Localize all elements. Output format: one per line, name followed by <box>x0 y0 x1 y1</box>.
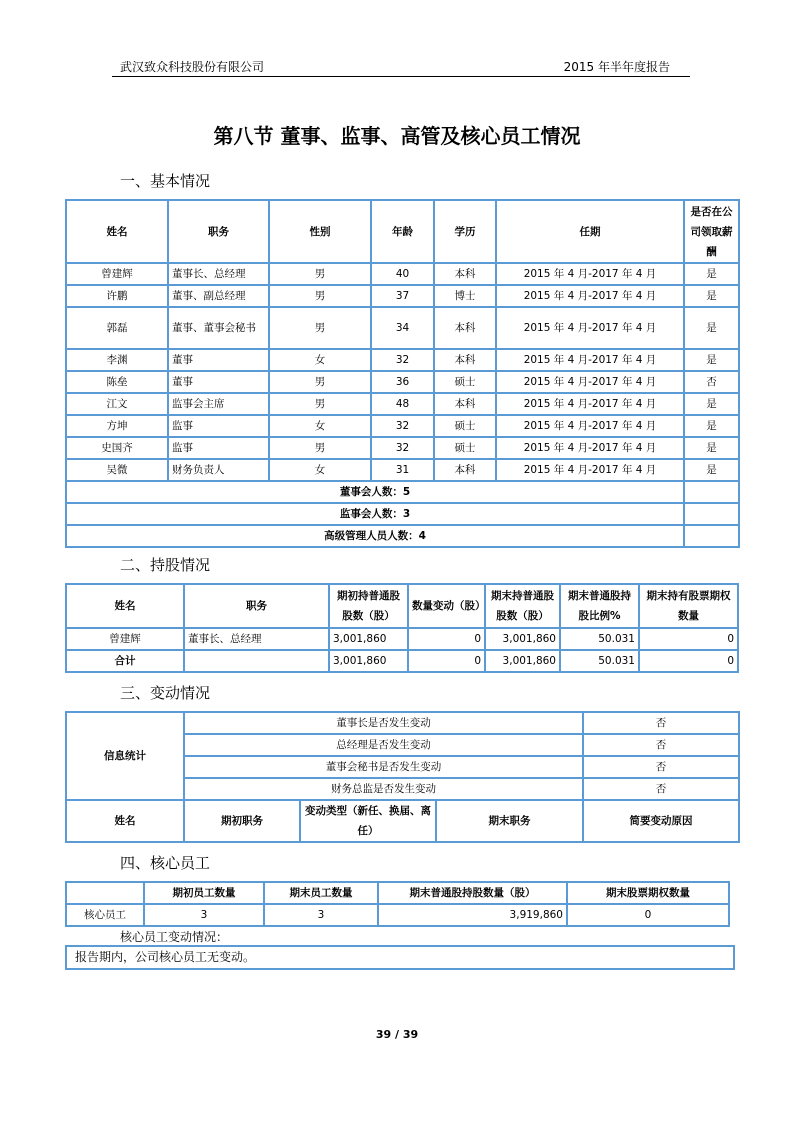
table-cell: 李渊 <box>66 349 168 371</box>
table-cell: 本科 <box>434 459 496 481</box>
header-row <box>66 882 729 904</box>
table-cell: 36 <box>371 371 434 393</box>
table-cell: 本科 <box>434 263 496 285</box>
table-cell: 硕士 <box>434 437 496 459</box>
table-cell: 37 <box>371 285 434 307</box>
table-cell: 2015 年 4 月-2017 年 4 月 <box>496 415 684 437</box>
table-cell: 否 <box>684 371 739 393</box>
table-cell: 50.031 <box>560 650 639 672</box>
summary-cell: 高级管理人员人数：4 <box>66 525 684 547</box>
column-header: 数量变动（股） <box>408 584 485 628</box>
column-header: 姓名 <box>66 800 184 842</box>
column-header <box>66 882 144 904</box>
header-report: 2015 年半年度报告 <box>563 60 670 74</box>
table-cell: 女 <box>269 349 371 371</box>
table-cell: 3,919,860 <box>378 904 567 926</box>
table-cell: 3 <box>264 904 378 926</box>
table-cell: 是 <box>684 263 739 285</box>
item-value: 否 <box>583 756 739 778</box>
table-cell: 男 <box>269 437 371 459</box>
table-cell: 男 <box>269 393 371 415</box>
heading-shareholding: 二、持股情况 <box>120 556 211 574</box>
header-row <box>66 200 739 263</box>
basic-info-table <box>65 199 740 548</box>
table-cell: 史国齐 <box>66 437 168 459</box>
table-row <box>66 349 739 371</box>
table-row <box>66 904 729 926</box>
table-cell: 31 <box>371 459 434 481</box>
table-row <box>66 628 738 650</box>
table-cell: 0 <box>408 650 485 672</box>
table-cell: 是 <box>684 393 739 415</box>
table-row <box>66 371 739 393</box>
table-cell: 董事、副总经理 <box>168 285 269 307</box>
header-company: 武汉致众科技股份有限公司 <box>120 60 265 74</box>
table-cell: 本科 <box>434 393 496 415</box>
table-cell: 郭磊 <box>66 307 168 349</box>
column-header: 职务 <box>168 200 269 263</box>
item-label: 总经理是否发生变动 <box>184 734 583 756</box>
table-cell: 0 <box>567 904 729 926</box>
table-row <box>66 285 739 307</box>
item-value: 否 <box>583 778 739 800</box>
column-header: 期末职务 <box>436 800 583 842</box>
empty-cell <box>684 525 739 547</box>
table-cell: 是 <box>684 349 739 371</box>
table-cell: 监事 <box>168 415 269 437</box>
table-cell: 34 <box>371 307 434 349</box>
table-cell: 2015 年 4 月-2017 年 4 月 <box>496 349 684 371</box>
empty-cell <box>684 503 739 525</box>
table-cell: 2015 年 4 月-2017 年 4 月 <box>496 459 684 481</box>
column-header: 学历 <box>434 200 496 263</box>
table-cell <box>184 650 329 672</box>
header-row <box>66 800 739 842</box>
table-cell: 董事、董事会秘书 <box>168 307 269 349</box>
table-cell: 50.031 <box>560 628 639 650</box>
table-cell: 陈垒 <box>66 371 168 393</box>
header-row <box>66 584 738 628</box>
table-cell: 女 <box>269 459 371 481</box>
empty-cell <box>684 481 739 503</box>
table-cell: 曾建辉 <box>66 263 168 285</box>
table-cell: 0 <box>408 628 485 650</box>
summary-row <box>66 525 739 547</box>
column-header: 姓名 <box>66 200 168 263</box>
table-cell: 48 <box>371 393 434 415</box>
item-label: 董事会秘书是否发生变动 <box>184 756 583 778</box>
table-cell: 3,001,860 <box>329 650 408 672</box>
table-cell: 董事 <box>168 371 269 393</box>
table-cell: 董事 <box>168 349 269 371</box>
item-label: 财务总监是否发生变动 <box>184 778 583 800</box>
column-header: 期末员工数量 <box>264 882 378 904</box>
table-cell: 2015 年 4 月-2017 年 4 月 <box>496 437 684 459</box>
page-number: 39 / 39 <box>375 1028 419 1041</box>
table-cell: 32 <box>371 415 434 437</box>
column-header: 期末普通股持股比例% <box>560 584 639 628</box>
core-change-text: 报告期内，公司核心员工无变动。 <box>65 945 735 970</box>
table-cell: 财务负责人 <box>168 459 269 481</box>
column-header: 职务 <box>184 584 329 628</box>
table-row <box>66 307 739 349</box>
table-cell: 3,001,860 <box>485 650 560 672</box>
table-cell: 0 <box>639 628 738 650</box>
table-cell: 核心员工 <box>66 904 144 926</box>
shareholding-table <box>65 583 739 673</box>
table-cell: 本科 <box>434 307 496 349</box>
header-rule <box>112 76 690 77</box>
column-header: 期末普通股持股数量（股） <box>378 882 567 904</box>
column-header: 年龄 <box>371 200 434 263</box>
column-header: 期初职务 <box>184 800 300 842</box>
table-cell: 3,001,860 <box>329 628 408 650</box>
table-cell: 3 <box>144 904 264 926</box>
table-cell: 40 <box>371 263 434 285</box>
table-cell: 女 <box>269 415 371 437</box>
column-header: 简要变动原因 <box>583 800 739 842</box>
table-cell: 曾建辉 <box>66 628 184 650</box>
table-cell: 2015 年 4 月-2017 年 4 月 <box>496 285 684 307</box>
table-cell: 3,001,860 <box>485 628 560 650</box>
table-row <box>66 393 739 415</box>
summary-cell: 监事会人数：3 <box>66 503 684 525</box>
column-header: 期初员工数量 <box>144 882 264 904</box>
table-cell: 32 <box>371 437 434 459</box>
table-cell: 方坤 <box>66 415 168 437</box>
core-staff-table <box>65 881 730 927</box>
table-cell: 是 <box>684 459 739 481</box>
table-cell: 吴微 <box>66 459 168 481</box>
column-header: 任期 <box>496 200 684 263</box>
table-cell: 2015 年 4 月-2017 年 4 月 <box>496 307 684 349</box>
column-header: 期末股票期权数量 <box>567 882 729 904</box>
table-row <box>66 712 739 734</box>
table-cell: 董事长、总经理 <box>184 628 329 650</box>
table-cell: 32 <box>371 349 434 371</box>
summary-cell: 董事会人数：5 <box>66 481 684 503</box>
section-title: 第八节 董事、监事、高管及核心员工情况 <box>213 124 581 148</box>
table-cell: 合计 <box>66 650 184 672</box>
table-cell: 许鹏 <box>66 285 168 307</box>
table-cell: 男 <box>269 285 371 307</box>
table-cell: 是 <box>684 307 739 349</box>
item-label: 董事长是否发生变动 <box>184 712 583 734</box>
table-cell: 是 <box>684 437 739 459</box>
item-value: 否 <box>583 734 739 756</box>
heading-core-staff: 四、核心员工 <box>120 854 211 872</box>
table-row <box>66 459 739 481</box>
table-cell: 是 <box>684 415 739 437</box>
column-header: 期初持普通股股数（股） <box>329 584 408 628</box>
core-change-label: 核心员工变动情况： <box>120 930 229 944</box>
table-cell: 硕士 <box>434 371 496 393</box>
table-cell: 2015 年 4 月-2017 年 4 月 <box>496 371 684 393</box>
table-cell: 监事会主席 <box>168 393 269 415</box>
table-cell: 是 <box>684 285 739 307</box>
heading-basic: 一、基本情况 <box>120 172 211 190</box>
table-cell: 0 <box>639 650 738 672</box>
column-header: 是否在公司领取薪酬 <box>684 200 739 263</box>
column-header: 期末持有股票期权数量 <box>639 584 738 628</box>
item-value: 否 <box>583 712 739 734</box>
group-label: 信息统计 <box>66 712 184 800</box>
table-cell: 2015 年 4 月-2017 年 4 月 <box>496 263 684 285</box>
changes-table <box>65 711 740 843</box>
table-cell: 男 <box>269 263 371 285</box>
table-cell: 监事 <box>168 437 269 459</box>
column-header: 姓名 <box>66 584 184 628</box>
table-cell: 江文 <box>66 393 168 415</box>
table-row <box>66 650 738 672</box>
column-header: 变动类型（新任、换届、离任） <box>300 800 436 842</box>
table-cell: 董事长、总经理 <box>168 263 269 285</box>
table-cell: 博士 <box>434 285 496 307</box>
table-cell: 硕士 <box>434 415 496 437</box>
table-row <box>66 415 739 437</box>
column-header: 期末持普通股股数（股） <box>485 584 560 628</box>
table-cell: 本科 <box>434 349 496 371</box>
column-header: 性别 <box>269 200 371 263</box>
table-row <box>66 437 739 459</box>
table-row <box>66 263 739 285</box>
summary-row <box>66 481 739 503</box>
table-cell: 男 <box>269 307 371 349</box>
table-cell: 男 <box>269 371 371 393</box>
summary-row <box>66 503 739 525</box>
heading-changes: 三、变动情况 <box>120 684 211 702</box>
table-cell: 2015 年 4 月-2017 年 4 月 <box>496 393 684 415</box>
